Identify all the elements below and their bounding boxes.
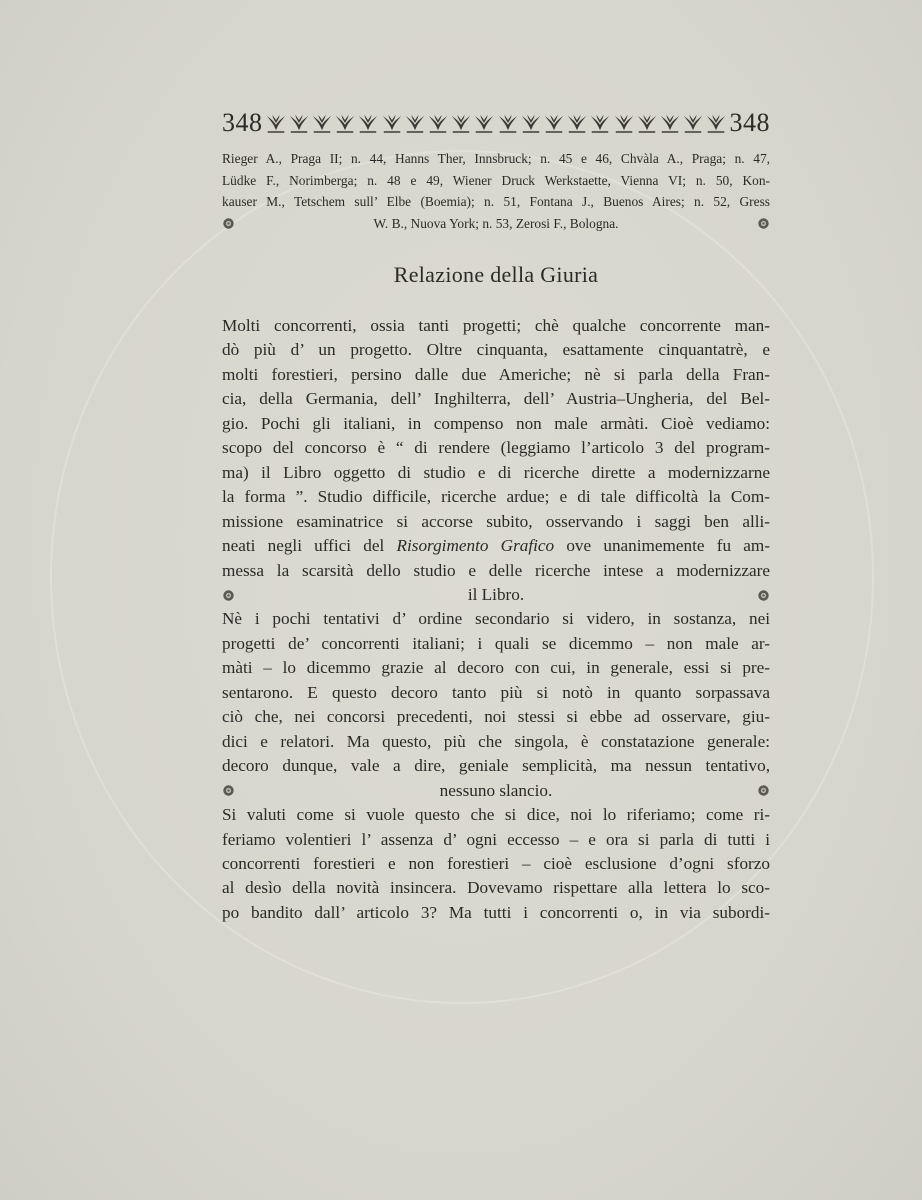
ornament-border bbox=[265, 110, 728, 136]
text-line: nessuno slancio. bbox=[439, 780, 553, 800]
publication-title: Risorgimento Grafico bbox=[396, 536, 555, 556]
leaf-ornament-icon bbox=[381, 112, 403, 134]
text-line: Si valuti come si vuole questo che si dice, noi lo riferiamo; come ri- bbox=[222, 805, 770, 825]
leaf-ornament-icon bbox=[404, 112, 426, 134]
text-line: sentarono. E questo decoro tanto più si notò in quanto sorpassava bbox=[222, 682, 770, 702]
paragraph-end-line bbox=[222, 779, 770, 803]
leaf-ornament-icon bbox=[705, 112, 727, 134]
rosette-icon bbox=[222, 217, 235, 230]
page-number-right: 348 bbox=[729, 108, 770, 137]
leaf-ornament-icon bbox=[566, 112, 588, 134]
page-number-left: 348 bbox=[222, 108, 263, 137]
leaf-ornament-icon bbox=[288, 112, 310, 134]
text-line: molti forestieri, persino dalle due Americhe; nè si parla della Fran- bbox=[222, 364, 770, 384]
text-line: Molti concorrenti, ossia tanti progetti; chè qualche concorrente man- bbox=[222, 316, 770, 335]
text-line: dici e relatori. Ma questo, più che singola, è constatazione generale: bbox=[222, 731, 770, 751]
rosette-icon bbox=[222, 784, 235, 797]
text-line: il Libro. bbox=[467, 584, 525, 604]
leaf-ornament-icon bbox=[265, 112, 287, 134]
text-segment: ove unanimemente fu am- bbox=[554, 536, 770, 556]
leaf-ornament-icon bbox=[613, 112, 635, 134]
intro-line: W. B., Nuova York; n. 53, Zerosi F., Bologna. bbox=[373, 215, 619, 231]
leaf-ornament-icon bbox=[659, 112, 681, 134]
text-line: po bandito dall’ articolo 3? Ma tutti i concorrenti o, in via subordi- bbox=[222, 902, 770, 922]
leaf-ornament-icon bbox=[636, 112, 658, 134]
text-line: scopo del concorso è “ di rendere (leggiamo l’articolo 3 del program- bbox=[222, 438, 770, 458]
leaf-ornament-icon bbox=[473, 112, 495, 134]
text-segment: neati negli uffici del bbox=[222, 536, 397, 556]
leaf-ornament-icon bbox=[497, 112, 519, 134]
leaf-ornament-icon bbox=[520, 112, 542, 134]
entrants-list bbox=[222, 148, 770, 234]
leaf-ornament-icon bbox=[450, 112, 472, 134]
leaf-ornament-icon bbox=[427, 112, 449, 134]
text-line: al desìo della novità insincera. Dovevamo rispettare alla lettera lo sco- bbox=[222, 878, 770, 898]
leaf-ornament-icon bbox=[357, 112, 379, 134]
text-line: dò più d’ un progetto. Oltre cinquanta, esattamente cinquantatrè, e bbox=[222, 340, 770, 360]
leaf-ornament-icon bbox=[682, 112, 704, 134]
leaf-ornament-icon bbox=[334, 112, 356, 134]
text-line: gio. Pochi gli italiani, in compenso non male armàti. Cioè vediamo: bbox=[222, 413, 770, 433]
text-line: ma) il Libro oggetto di studio e di ricerche dirette a modernizzarne bbox=[222, 462, 770, 482]
text-line: progetti de’ concorrenti italiani; i quali se dicemmo – non male ar- bbox=[222, 633, 770, 653]
section-title: Relazione della Giuria bbox=[393, 262, 599, 287]
text-line: ciò che, nei concorsi precedenti, noi stessi si ebbe ad osservare, giu- bbox=[222, 707, 770, 727]
text-line-with-italic bbox=[222, 534, 770, 558]
intro-line: kauser M., Tetschem sull’ Elbe (Boemia); n. 51, Fontana J., Buenos Aires; n. 52, Gress bbox=[222, 194, 770, 209]
rosette-icon bbox=[757, 784, 770, 797]
leaf-ornament-icon bbox=[543, 112, 565, 134]
text-line: messa la scarsità dello studio e delle ricerche intese a modernizzare bbox=[222, 560, 770, 580]
leaf-ornament-icon bbox=[311, 112, 333, 134]
text-line: missione esaminatrice si accorse subito, osservando i saggi ben alli- bbox=[222, 511, 770, 531]
page-header bbox=[222, 108, 770, 138]
text-line: decoro dunque, vale a dire, geniale semplicità, ma nessun tentativo, bbox=[222, 756, 770, 776]
intro-last-line bbox=[222, 213, 770, 235]
text-line: la forma ”. Studio difficile, ricerche ardue; e di tale difficoltà la Com- bbox=[222, 487, 770, 507]
rosette-icon bbox=[222, 589, 235, 602]
rosette-icon bbox=[757, 589, 770, 602]
rosette-icon bbox=[757, 217, 770, 230]
text-line: cia, della Germania, dell’ Inghilterra, dell’ Austria–Ungheria, del Bel- bbox=[222, 389, 770, 409]
text-line: màti – lo dicemmo grazie al decoro con cui, in generale, essi si pre- bbox=[222, 658, 770, 678]
body-text bbox=[222, 314, 770, 925]
intro-line: Rieger A., Praga II; n. 44, Hanns Ther, Innsbruck; n. 45 e 46, Chvàla A., Praga; n. 47, bbox=[222, 151, 770, 166]
intro-line: Lüdke F., Norimberga; n. 48 e 49, Wiener Druck Werkstaette, Vienna VI; n. 50, Kon- bbox=[222, 172, 770, 188]
leaf-ornament-icon bbox=[589, 112, 611, 134]
text-line: concorrenti forestieri e non forestieri – cioè esclusione d’ogni sforzo bbox=[222, 853, 770, 873]
text-line: feriamo volentieri l’ assenza d’ ogni eccesso – e ora si parla di tutti i bbox=[222, 829, 770, 849]
text-line: Nè i pochi tentativi d’ ordine secondario si videro, in sostanza, nei bbox=[222, 609, 770, 629]
paragraph-end-line bbox=[222, 583, 770, 607]
